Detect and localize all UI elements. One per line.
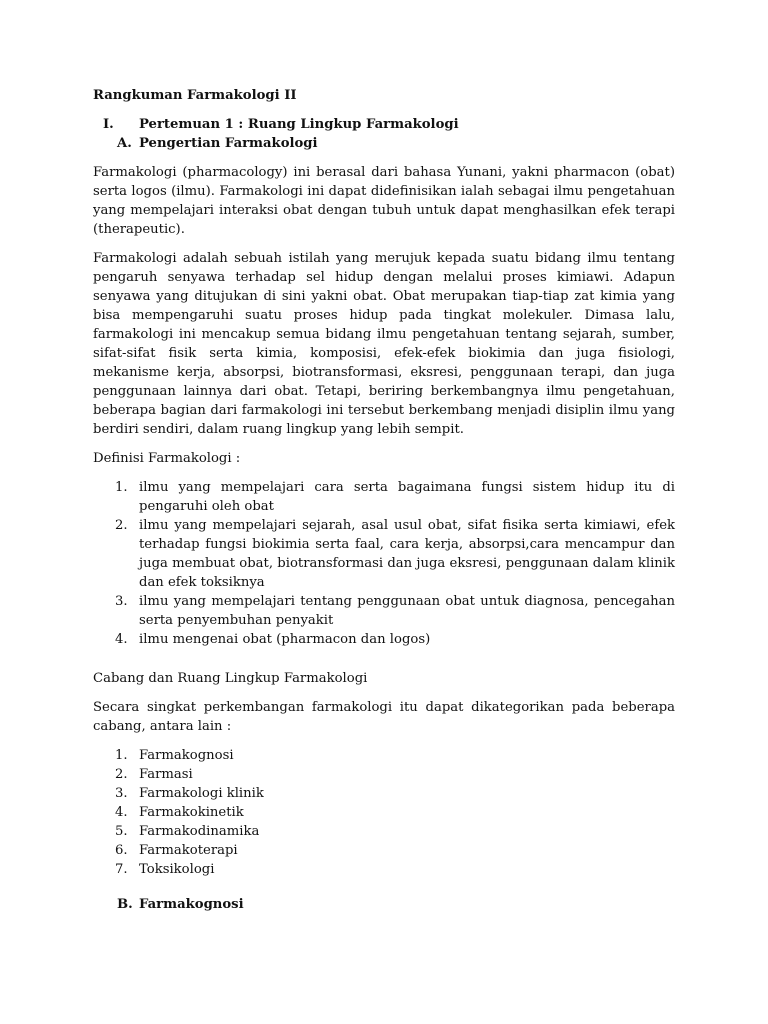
list-item xyxy=(93,765,675,784)
definisi-heading: Definisi Farmakologi : xyxy=(93,451,241,466)
list-text: Farmasi xyxy=(139,767,193,782)
list-item xyxy=(93,592,675,630)
subsection-title: Farmakognosi xyxy=(139,897,244,912)
paragraph-definition: Farmakologi (pharmacology) ini berasal dari bahasa Yunani, yakni pharmacon (obat) serta logos (ilmu). Farmakologi ini dapat didefinisikan ialah sebagai ilmu pengetahuan yang mempelajari interaksi obat dengan tubuh untuk dapat menghasilkan efek terapi (therapeutic). xyxy=(93,165,675,237)
subsection-heading-b xyxy=(93,895,675,914)
document-page xyxy=(93,86,675,914)
list-number: 7. xyxy=(115,862,128,877)
list-item xyxy=(93,516,675,592)
cabang-intro: Secara singkat perkembangan farmakologi itu dapat dikategorikan pada beberapa cabang, antara lain : xyxy=(93,700,675,734)
section-number: I. xyxy=(103,117,114,132)
list-text: ilmu yang mempelajari tentang penggunaan obat untuk diagnosa, pencegahan serta penyembuhan penyakit xyxy=(139,594,675,628)
list-text: Farmakologi klinik xyxy=(139,786,264,801)
subsection-letter: B. xyxy=(117,897,133,912)
list-item xyxy=(93,784,675,803)
list-item xyxy=(93,860,675,879)
section-title: Pertemuan 1 : Ruang Lingkup Farmakologi xyxy=(139,117,459,132)
list-item xyxy=(93,803,675,822)
list-number: 1. xyxy=(115,480,128,495)
list-text: ilmu yang mempelajari cara serta bagaimana fungsi sistem hidup itu di pengaruhi oleh obat xyxy=(139,480,675,514)
list-number: 3. xyxy=(115,594,128,609)
list-number: 5. xyxy=(115,824,128,839)
definisi-list xyxy=(93,478,675,649)
list-text: ilmu yang mempelajari sejarah, asal usul obat, sifat fisika serta kimiawi, efek terhadap fungsi biokimia serta faal, cara kerja, absorpsi,cara mencampur dan juga membuat obat, biotransformasi dan juga eksresi, penggunaan dalam klinik dan efek toksiknya xyxy=(139,518,675,590)
cabang-heading: Cabang dan Ruang Lingkup Farmakologi xyxy=(93,671,368,686)
list-text: ilmu mengenai obat (pharmacon dan logos) xyxy=(139,632,431,647)
list-item xyxy=(93,841,675,860)
list-number: 4. xyxy=(115,805,128,820)
section-heading xyxy=(93,115,675,134)
subsection-heading-a xyxy=(117,134,675,153)
list-text: Farmakokinetik xyxy=(139,805,244,820)
list-text: Farmakognosi xyxy=(139,748,234,763)
list-item xyxy=(93,478,675,516)
list-number: 6. xyxy=(115,843,128,858)
list-item xyxy=(93,746,675,765)
list-number: 4. xyxy=(115,632,128,647)
list-text: Toksikologi xyxy=(139,862,215,877)
cabang-list xyxy=(93,746,675,879)
paragraph-description: Farmakologi adalah sebuah istilah yang merujuk kepada suatu bidang ilmu tentang pengaruh senyawa terhadap sel hidup dengan melalui proses kimiawi. Adapun senyawa yang ditujukan di sini yakni obat. Obat merupakan tiap-tiap zat kimia yang bisa mempengaruhi suatu proses hidup pada tingkat molekuler. Dimasa lalu, farmakologi ini mencakup semua bidang ilmu pengetahuan tentang sejarah, sumber, sifat-sifat fisik serta kimia, komposisi, efek-efek biokimia dan juga fisiologi, mekanisme kerja, absorpsi, biotransformasi, eksresi, penggunaan terapi, dan juga penggunaan lainnya dari obat. Tetapi, beriring berkembangnya ilmu pengetahuan, beberapa bagian dari farmakologi ini tersebut berkembang menjadi disiplin ilmu yang berdiri sendiri, dalam ruang lingkup yang lebih sempit. xyxy=(93,251,675,437)
list-text: Farmakodinamika xyxy=(139,824,260,839)
list-text: Farmakoterapi xyxy=(139,843,238,858)
list-number: 3. xyxy=(115,786,128,801)
document-title: Rangkuman Farmakologi II xyxy=(93,88,297,103)
list-number: 1. xyxy=(115,748,128,763)
list-number: 2. xyxy=(115,767,128,782)
list-item xyxy=(93,630,675,649)
subsection-letter: A. xyxy=(117,136,132,151)
subsection-title: Pengertian Farmakologi xyxy=(139,136,318,151)
list-item xyxy=(93,822,675,841)
list-number: 2. xyxy=(115,518,128,533)
